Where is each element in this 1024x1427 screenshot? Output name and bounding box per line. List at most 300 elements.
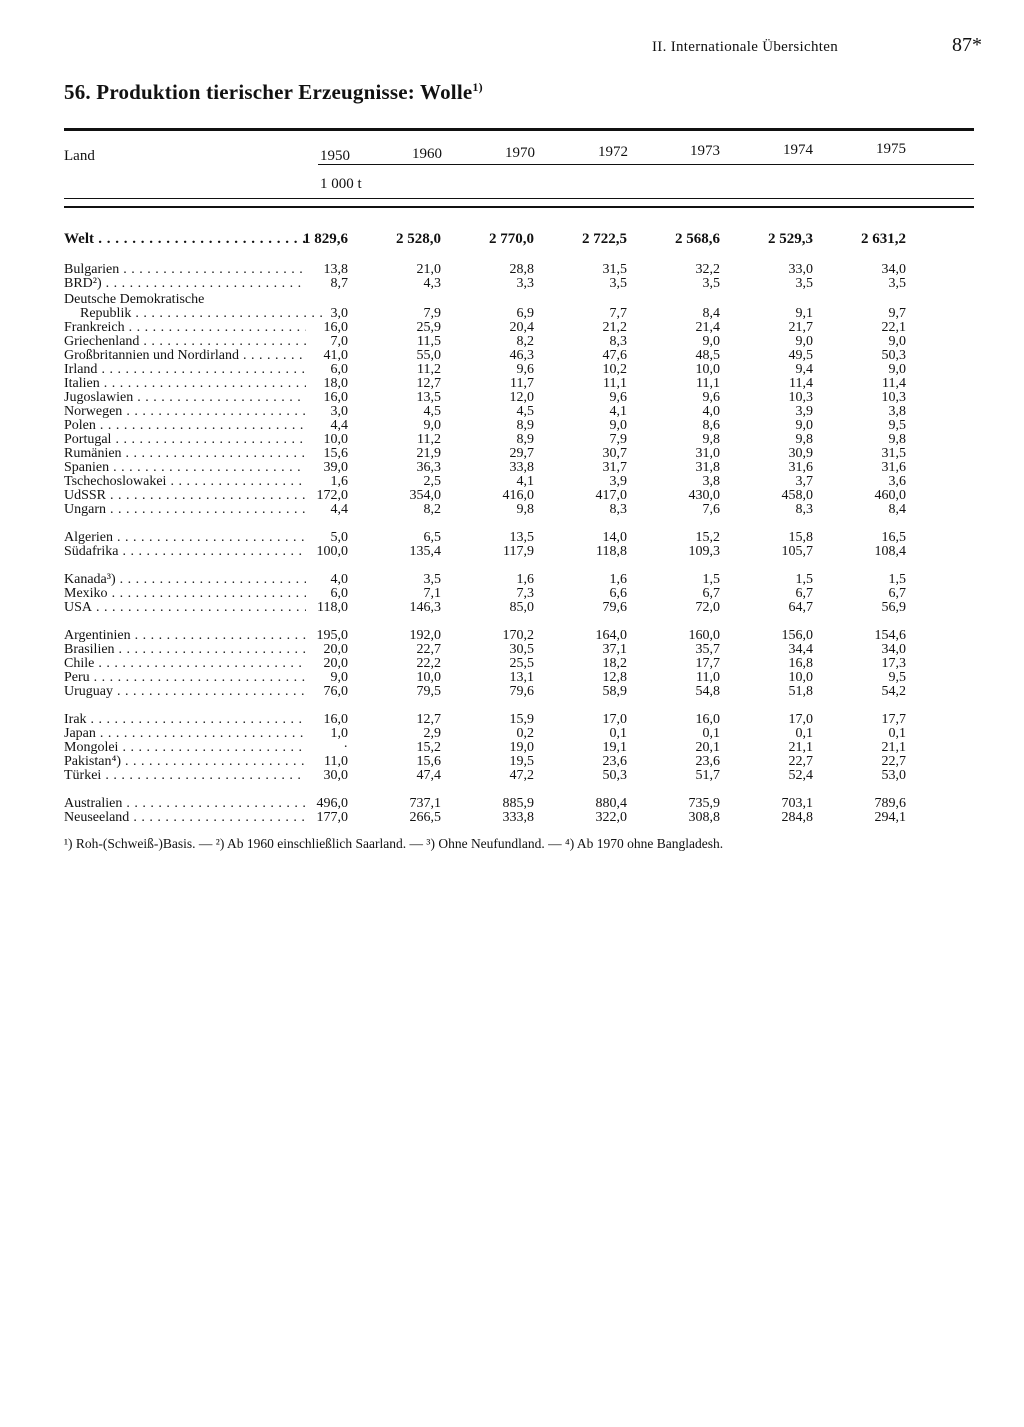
value-cell: 154,6 <box>874 628 906 643</box>
top-rule <box>64 128 974 131</box>
value-cell: 15,8 <box>788 530 813 545</box>
value-cell: 30,5 <box>509 642 534 657</box>
value-cell: 322,0 <box>595 810 627 825</box>
table-row <box>64 489 984 503</box>
table-row <box>64 419 984 433</box>
value-cell: 52,4 <box>788 768 813 783</box>
value-cell: 76,0 <box>323 684 348 699</box>
value-cell: 10,3 <box>788 390 813 405</box>
value-cell: 3,7 <box>795 474 813 489</box>
value-cell: 11,1 <box>696 376 720 391</box>
table-row <box>64 657 984 671</box>
value-cell: 9,0 <box>609 418 627 433</box>
value-cell: 8,9 <box>516 418 534 433</box>
value-cell: 4,5 <box>423 404 441 419</box>
value-cell: 3,0 <box>330 306 348 321</box>
table-row <box>64 601 984 615</box>
value-cell: 3,8 <box>702 474 720 489</box>
value-cell: 34,0 <box>881 642 906 657</box>
value-cell: 17,7 <box>881 712 906 727</box>
value-cell: 164,0 <box>595 628 627 643</box>
country-name: Brasilien . . . <box>64 643 306 657</box>
value-cell: 8,4 <box>888 502 906 517</box>
header-mid-rule <box>318 164 974 165</box>
value-cell: 8,3 <box>795 502 813 517</box>
value-cell: 117,9 <box>503 544 534 559</box>
value-cell: 33,8 <box>509 460 534 475</box>
value-cell: 3,5 <box>423 572 441 587</box>
value-cell: 703,1 <box>781 796 813 811</box>
value-cell: 100,0 <box>316 544 348 559</box>
header-year: 1950 <box>320 148 350 164</box>
value-cell: 31,5 <box>881 446 906 461</box>
value-cell: 5,0 <box>330 530 348 545</box>
table-row <box>64 755 984 769</box>
value-cell: 172,0 <box>316 488 348 503</box>
value-cell: 17,7 <box>695 656 720 671</box>
value-cell: 49,5 <box>788 348 813 363</box>
value-cell: 16,5 <box>881 530 906 545</box>
value-cell: 13,5 <box>509 530 534 545</box>
running-head: II. Internationale Übersichten <box>652 39 839 55</box>
value-cell: 146,3 <box>409 600 441 615</box>
value-cell: 1,6 <box>330 474 348 489</box>
value-cell: 33,0 <box>788 262 813 277</box>
value-cell: 0,1 <box>609 726 627 741</box>
value-cell: 11,2 <box>417 362 441 377</box>
header-year: 1973 <box>690 143 720 159</box>
value-cell: 11,0 <box>324 754 348 769</box>
country-name: Republik . . . <box>64 307 322 321</box>
value-cell: 1,6 <box>609 572 627 587</box>
value-cell: 13,8 <box>323 262 348 277</box>
country-name: Argentinien . . . <box>64 629 306 643</box>
value-cell: 2 722,5 <box>582 231 627 247</box>
value-cell: 9,0 <box>888 334 906 349</box>
value-cell: 430,0 <box>688 488 720 503</box>
country-name: Frankreich . . . <box>64 321 306 335</box>
table-row <box>64 713 984 727</box>
value-cell: 8,2 <box>516 334 534 349</box>
value-cell: 9,0 <box>888 362 906 377</box>
value-cell: 19,0 <box>509 740 534 755</box>
value-cell: 21,0 <box>416 262 441 277</box>
value-cell: 105,7 <box>781 544 813 559</box>
value-cell: 160,0 <box>688 628 720 643</box>
country-name: Irland . . . <box>64 363 306 377</box>
country-name: Deutsche Demokratische <box>64 293 205 307</box>
value-cell: 12,7 <box>416 712 441 727</box>
value-cell: 39,0 <box>323 460 348 475</box>
country-name: Kanada³) . . . <box>64 573 306 587</box>
value-cell: 4,3 <box>423 276 441 291</box>
value-cell: 10,3 <box>881 390 906 405</box>
table-row <box>64 573 984 587</box>
value-cell: 11,4 <box>882 376 906 391</box>
value-cell: 9,5 <box>888 670 906 685</box>
value-cell: 9,7 <box>888 306 906 321</box>
value-cell: 16,8 <box>788 656 813 671</box>
value-cell: 2 568,6 <box>675 231 720 247</box>
value-cell: 30,0 <box>323 768 348 783</box>
value-cell: 19,1 <box>602 740 627 755</box>
value-cell: 10,0 <box>695 362 720 377</box>
page-number: 87* <box>952 34 982 56</box>
value-cell: 11,7 <box>510 376 534 391</box>
value-cell: 8,3 <box>609 502 627 517</box>
table-row <box>64 433 984 447</box>
table-row <box>64 475 984 489</box>
value-cell: 16,0 <box>695 712 720 727</box>
value-cell: 16,0 <box>323 712 348 727</box>
header-bottom-rule <box>64 198 974 199</box>
table-row <box>64 685 984 699</box>
country-name: Pakistan⁴) . . . <box>64 755 306 769</box>
value-cell: 12,0 <box>509 390 534 405</box>
country-name: Rumänien . . . <box>64 447 306 461</box>
table-header <box>64 140 974 210</box>
country-name: Neuseeland . . . <box>64 811 306 825</box>
header-year: 1972 <box>598 144 628 160</box>
value-cell: 7,7 <box>609 306 627 321</box>
value-cell: 34,4 <box>788 642 813 657</box>
value-cell: 31,7 <box>602 460 627 475</box>
value-cell: 1 829,6 <box>303 231 348 247</box>
value-cell: 118,0 <box>317 600 348 615</box>
value-cell: 2 770,0 <box>489 231 534 247</box>
table-row <box>64 377 984 391</box>
value-cell: 6,7 <box>888 586 906 601</box>
value-cell: 31,0 <box>695 446 720 461</box>
country-name: Türkei . . . <box>64 769 306 783</box>
value-cell: 9,6 <box>702 390 720 405</box>
page-header <box>652 34 982 57</box>
table-row <box>64 797 984 811</box>
value-cell: 308,8 <box>688 810 720 825</box>
table-row <box>64 232 984 246</box>
value-cell: 1,0 <box>330 726 348 741</box>
value-cell: 9,0 <box>330 670 348 685</box>
value-cell: 6,5 <box>423 530 441 545</box>
value-cell: 14,0 <box>602 530 627 545</box>
value-cell: · <box>343 740 348 755</box>
value-cell: 8,7 <box>330 276 348 291</box>
value-cell: 31,5 <box>602 262 627 277</box>
value-cell: 9,0 <box>423 418 441 433</box>
value-cell: 0,1 <box>795 726 813 741</box>
value-cell: 79,5 <box>416 684 441 699</box>
title-footnote-mark: 1) <box>472 80 483 94</box>
value-cell: 177,0 <box>316 810 348 825</box>
value-cell: 21,1 <box>881 740 906 755</box>
country-name: Tschechoslowakei . . . <box>64 475 306 489</box>
value-cell: 3,5 <box>609 276 627 291</box>
value-cell: 3,5 <box>795 276 813 291</box>
value-cell: 266,5 <box>409 810 441 825</box>
value-cell: 8,2 <box>423 502 441 517</box>
value-cell: 496,0 <box>316 796 348 811</box>
value-cell: 15,6 <box>416 754 441 769</box>
table-row <box>64 447 984 461</box>
value-cell: 880,4 <box>595 796 627 811</box>
value-cell: 10,0 <box>788 670 813 685</box>
country-name: Portugal . . . <box>64 433 306 447</box>
value-cell: 789,6 <box>874 796 906 811</box>
country-name: Spanien . . . <box>64 461 306 475</box>
value-cell: 1,5 <box>888 572 906 587</box>
country-name: Australien . . . <box>64 797 306 811</box>
value-cell: 6,9 <box>516 306 534 321</box>
value-cell: 72,0 <box>695 600 720 615</box>
value-cell: 20,4 <box>509 320 534 335</box>
value-cell: 170,2 <box>502 628 534 643</box>
value-cell: 6,6 <box>609 586 627 601</box>
value-cell: 4,4 <box>330 502 348 517</box>
value-cell: 18,2 <box>602 656 627 671</box>
value-cell: 416,0 <box>502 488 534 503</box>
country-name: BRD²) . . . <box>64 277 306 291</box>
value-cell: 30,7 <box>602 446 627 461</box>
table-row <box>64 277 984 291</box>
value-cell: 4,1 <box>609 404 627 419</box>
value-cell: 20,0 <box>323 656 348 671</box>
table-row <box>64 629 984 643</box>
country-name: Norwegen . . . <box>64 405 306 419</box>
table-row <box>64 363 984 377</box>
country-name: Welt . . . <box>64 232 306 246</box>
table-row <box>64 671 984 685</box>
value-cell: 9,1 <box>795 306 813 321</box>
country-name: Chile . . . <box>64 657 306 671</box>
value-cell: 1,6 <box>516 572 534 587</box>
value-cell: 8,9 <box>516 432 534 447</box>
value-cell: 10,0 <box>323 432 348 447</box>
header-year: 1974 <box>783 142 813 158</box>
footnotes: ¹) Roh-(Schweiß-)Basis. — ²) Ab 1960 einschließlich Saarland. — ³) Ohne Neufundland. — ⁴) Ab 1970 ohne Bangladesh. <box>64 836 724 851</box>
value-cell: 9,6 <box>516 362 534 377</box>
value-cell: 9,6 <box>609 390 627 405</box>
table-row <box>64 307 984 321</box>
value-cell: 10,0 <box>416 670 441 685</box>
table-row <box>64 405 984 419</box>
value-cell: 22,7 <box>881 754 906 769</box>
country-name: Polen . . . <box>64 419 306 433</box>
country-name: Mexiko . . . <box>64 587 306 601</box>
value-cell: 22,2 <box>416 656 441 671</box>
header-unit: 1 000 t <box>320 176 362 192</box>
value-cell: 354,0 <box>409 488 441 503</box>
country-name: Bulgarien . . . <box>64 263 306 277</box>
value-cell: 458,0 <box>781 488 813 503</box>
value-cell: 108,4 <box>874 544 906 559</box>
value-cell: 58,9 <box>602 684 627 699</box>
value-cell: 6,7 <box>795 586 813 601</box>
value-cell: 6,0 <box>330 586 348 601</box>
table-row <box>64 321 984 335</box>
value-cell: 9,8 <box>795 432 813 447</box>
country-name: Großbritannien und Nordirland . . . <box>64 349 306 363</box>
value-cell: 3,6 <box>888 474 906 489</box>
value-cell: 195,0 <box>316 628 348 643</box>
table-row <box>64 545 984 559</box>
value-cell: 9,8 <box>702 432 720 447</box>
value-cell: 17,3 <box>881 656 906 671</box>
table-row <box>64 811 984 825</box>
value-cell: 3,5 <box>702 276 720 291</box>
value-cell: 15,2 <box>695 530 720 545</box>
country-name: Japan . . . <box>64 727 306 741</box>
value-cell: 56,9 <box>881 600 906 615</box>
value-cell: 15,2 <box>416 740 441 755</box>
value-cell: 11,0 <box>696 670 720 685</box>
value-cell: 28,8 <box>509 262 534 277</box>
value-cell: 21,1 <box>788 740 813 755</box>
value-cell: 23,6 <box>602 754 627 769</box>
table-row <box>64 643 984 657</box>
value-cell: 16,0 <box>323 390 348 405</box>
value-cell: 12,8 <box>602 670 627 685</box>
value-cell: 4,1 <box>516 474 534 489</box>
value-cell: 417,0 <box>595 488 627 503</box>
header-year: 1975 <box>876 141 906 157</box>
header-land: Land <box>64 148 95 164</box>
country-name: Algerien . . . <box>64 531 306 545</box>
country-name: Mongolei . . . <box>64 741 306 755</box>
value-cell: 17,0 <box>788 712 813 727</box>
value-cell: 18,0 <box>323 376 348 391</box>
table-row <box>64 769 984 783</box>
value-cell: 20,1 <box>695 740 720 755</box>
value-cell: 0,1 <box>888 726 906 741</box>
value-cell: 1,5 <box>795 572 813 587</box>
table-row <box>64 741 984 755</box>
value-cell: 15,9 <box>509 712 534 727</box>
value-cell: 21,7 <box>788 320 813 335</box>
country-name: Uruguay . . . <box>64 685 306 699</box>
value-cell: 4,0 <box>330 572 348 587</box>
table-row <box>64 263 984 277</box>
value-cell: 7,0 <box>330 334 348 349</box>
value-cell: 2 529,3 <box>768 231 813 247</box>
country-name: Ungarn . . . <box>64 503 306 517</box>
value-cell: 50,3 <box>881 348 906 363</box>
country-name: Irak . . . <box>64 713 306 727</box>
value-cell: 15,6 <box>323 446 348 461</box>
value-cell: 36,3 <box>416 460 441 475</box>
value-cell: 7,9 <box>423 306 441 321</box>
country-name: Jugoslawien . . . <box>64 391 306 405</box>
table-row <box>64 293 984 307</box>
value-cell: 2 631,2 <box>861 231 906 247</box>
value-cell: 25,9 <box>416 320 441 335</box>
value-cell: 21,9 <box>416 446 441 461</box>
value-cell: 79,6 <box>509 684 534 699</box>
header-year: 1960 <box>412 146 442 162</box>
value-cell: 35,7 <box>695 642 720 657</box>
value-cell: 21,2 <box>602 320 627 335</box>
value-cell: 13,5 <box>416 390 441 405</box>
value-cell: 47,4 <box>416 768 441 783</box>
value-cell: 10,2 <box>602 362 627 377</box>
value-cell: 41,0 <box>323 348 348 363</box>
value-cell: 9,5 <box>888 418 906 433</box>
value-cell: 9,0 <box>795 334 813 349</box>
value-cell: 7,9 <box>609 432 627 447</box>
value-cell: 3,9 <box>609 474 627 489</box>
value-cell: 885,9 <box>502 796 534 811</box>
table-row <box>64 335 984 349</box>
value-cell: 284,8 <box>781 810 813 825</box>
value-cell: 2,5 <box>423 474 441 489</box>
value-cell: 31,8 <box>695 460 720 475</box>
value-cell: 0,2 <box>516 726 534 741</box>
value-cell: 3,3 <box>516 276 534 291</box>
value-cell: 37,1 <box>602 642 627 657</box>
table-row <box>64 531 984 545</box>
value-cell: 460,0 <box>874 488 906 503</box>
value-cell: 3,9 <box>795 404 813 419</box>
header-bottom-rule-2 <box>64 206 974 208</box>
value-cell: 192,0 <box>409 628 441 643</box>
table-row <box>64 503 984 517</box>
value-cell: 22,1 <box>881 320 906 335</box>
value-cell: 3,8 <box>888 404 906 419</box>
table-title <box>64 80 483 105</box>
country-name: Griechenland . . . <box>64 335 306 349</box>
value-cell: 4,4 <box>330 418 348 433</box>
country-name: Peru . . . <box>64 671 306 685</box>
value-cell: 54,8 <box>695 684 720 699</box>
value-cell: 16,0 <box>323 320 348 335</box>
value-cell: 29,7 <box>509 446 534 461</box>
value-cell: 48,5 <box>695 348 720 363</box>
value-cell: 0,1 <box>702 726 720 741</box>
value-cell: 46,3 <box>509 348 534 363</box>
value-cell: 3,0 <box>330 404 348 419</box>
country-name: Südafrika . . . <box>64 545 306 559</box>
value-cell: 30,9 <box>788 446 813 461</box>
value-cell: 11,1 <box>603 376 627 391</box>
value-cell: 23,6 <box>695 754 720 769</box>
table-row <box>64 349 984 363</box>
value-cell: 11,4 <box>789 376 813 391</box>
value-cell: 51,7 <box>695 768 720 783</box>
value-cell: 54,2 <box>881 684 906 699</box>
value-cell: 8,6 <box>702 418 720 433</box>
value-cell: 2,9 <box>423 726 441 741</box>
header-year: 1970 <box>505 145 535 161</box>
value-cell: 737,1 <box>409 796 441 811</box>
value-cell: 735,9 <box>688 796 720 811</box>
value-cell: 53,0 <box>881 768 906 783</box>
value-cell: 294,1 <box>874 810 906 825</box>
value-cell: 19,5 <box>509 754 534 769</box>
value-cell: 7,1 <box>423 586 441 601</box>
value-cell: 156,0 <box>781 628 813 643</box>
value-cell: 3,5 <box>888 276 906 291</box>
value-cell: 2 528,0 <box>396 231 441 247</box>
value-cell: 22,7 <box>416 642 441 657</box>
value-cell: 79,6 <box>602 600 627 615</box>
value-cell: 9,4 <box>795 362 813 377</box>
value-cell: 7,3 <box>516 586 534 601</box>
value-cell: 22,7 <box>788 754 813 769</box>
value-cell: 11,2 <box>417 432 441 447</box>
value-cell: 135,4 <box>409 544 441 559</box>
country-name: UdSSR . . . <box>64 489 306 503</box>
table-row <box>64 727 984 741</box>
value-cell: 9,0 <box>795 418 813 433</box>
